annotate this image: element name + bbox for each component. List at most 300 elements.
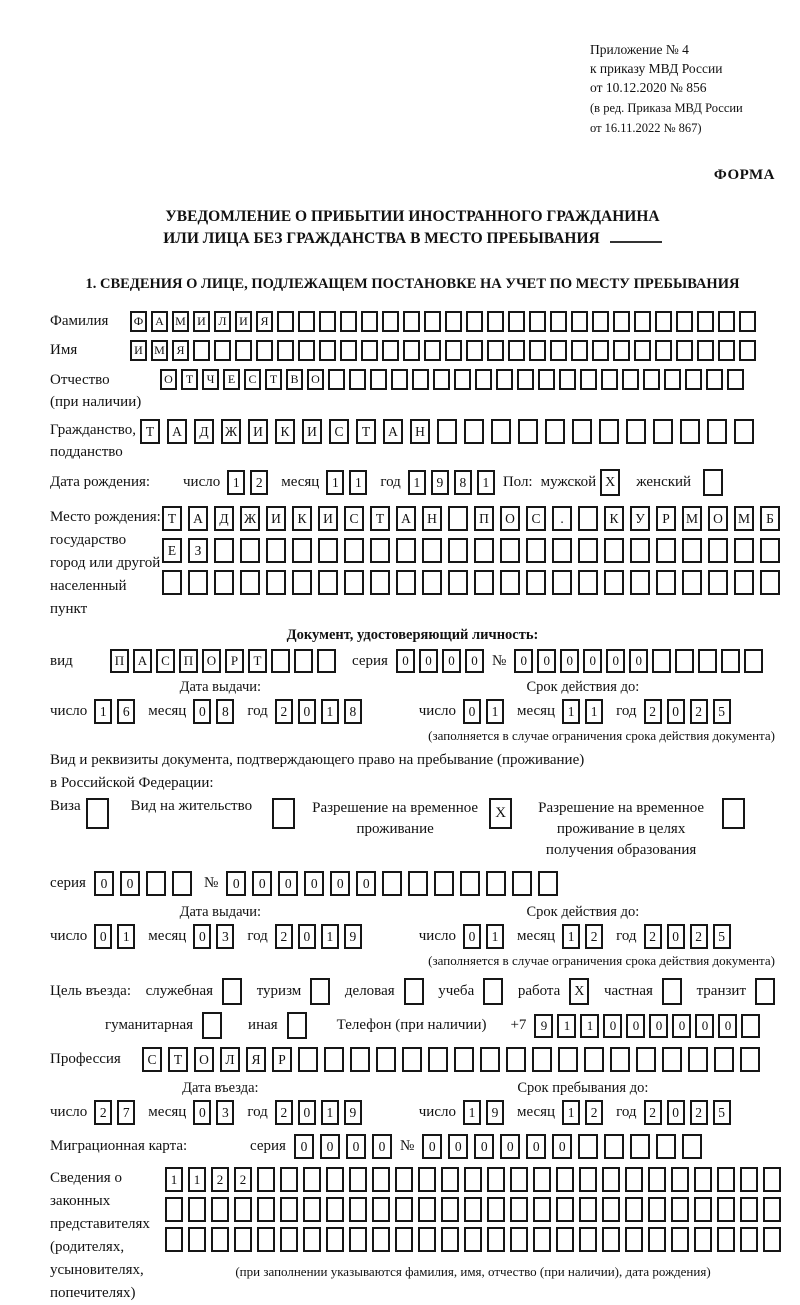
stay-year-box[interactable]: 5 (713, 1100, 731, 1125)
legal-char-box[interactable] (418, 1197, 436, 1222)
patronymic-char-box[interactable] (601, 369, 618, 390)
doc-series-box[interactable]: 0 (396, 649, 415, 673)
birthplace-char-box[interactable] (292, 570, 312, 595)
patronymic-char-box[interactable] (559, 369, 576, 390)
patronymic-char-box[interactable] (664, 369, 681, 390)
birthplace-char-box[interactable]: Т (370, 506, 390, 531)
migration-number-box[interactable] (682, 1134, 702, 1159)
surname-char-box[interactable] (718, 311, 735, 332)
birthplace-char-box[interactable]: У (630, 506, 650, 531)
permit-number-box[interactable] (408, 871, 428, 896)
surname-char-box[interactable] (445, 311, 462, 332)
permit-valid-day-box[interactable]: 0 (463, 924, 481, 949)
birthplace-char-box[interactable] (474, 538, 494, 563)
profession-char-box[interactable] (324, 1047, 344, 1072)
patronymic-char-box[interactable]: Т (265, 369, 282, 390)
legal-char-box[interactable] (188, 1227, 206, 1252)
legal-char-box[interactable] (648, 1167, 666, 1192)
patronymic-char-box[interactable] (685, 369, 702, 390)
legal-char-box[interactable] (395, 1197, 413, 1222)
patronymic-char-box[interactable] (727, 369, 744, 390)
legal-char-box[interactable] (165, 1227, 183, 1252)
legal-char-box[interactable]: 2 (234, 1167, 252, 1192)
birthplace-char-box[interactable] (318, 538, 338, 563)
legal-char-box[interactable] (648, 1227, 666, 1252)
permit-valid-month-box[interactable]: 1 (562, 924, 580, 949)
surname-char-box[interactable] (697, 311, 714, 332)
permit-valid-day-box[interactable]: 1 (486, 924, 504, 949)
birthplace-char-box[interactable]: С (344, 506, 364, 531)
legal-char-box[interactable] (349, 1197, 367, 1222)
birthplace-char-box[interactable] (422, 570, 442, 595)
name-char-box[interactable] (739, 340, 756, 361)
patronymic-char-box[interactable] (622, 369, 639, 390)
birth-year-box[interactable]: 8 (454, 470, 472, 495)
surname-char-box[interactable] (739, 311, 756, 332)
profession-char-box[interactable]: Р (272, 1047, 292, 1072)
citizenship-char-box[interactable]: Т (356, 419, 376, 444)
name-char-box[interactable] (571, 340, 588, 361)
birthplace-char-box[interactable]: Ж (240, 506, 260, 531)
birthplace-char-box[interactable] (578, 570, 598, 595)
birthplace-char-box[interactable] (188, 570, 208, 595)
birthplace-char-box[interactable]: Д (214, 506, 234, 531)
name-char-box[interactable] (214, 340, 231, 361)
citizenship-char-box[interactable] (437, 419, 457, 444)
birthplace-char-box[interactable]: С (526, 506, 546, 531)
citizenship-char-box[interactable] (653, 419, 673, 444)
legal-char-box[interactable] (395, 1227, 413, 1252)
stay-month-box[interactable]: 2 (585, 1100, 603, 1125)
doc-series-box[interactable]: 0 (465, 649, 484, 673)
doc-valid-year-box[interactable]: 2 (644, 699, 662, 724)
visa-checkbox-cell[interactable] (86, 798, 109, 829)
citizenship-char-box[interactable]: А (167, 419, 187, 444)
patronymic-char-box[interactable] (454, 369, 471, 390)
legal-char-box[interactable] (188, 1197, 206, 1222)
legal-char-box[interactable] (280, 1227, 298, 1252)
permit-issue-year-box[interactable]: 9 (344, 924, 362, 949)
legal-char-box[interactable] (487, 1197, 505, 1222)
surname-char-box[interactable]: А (151, 311, 168, 332)
birthplace-char-box[interactable] (396, 538, 416, 563)
name-char-box[interactable]: И (130, 340, 147, 361)
citizenship-char-box[interactable]: Т (140, 419, 160, 444)
patronymic-char-box[interactable] (391, 369, 408, 390)
birthplace-char-box[interactable] (604, 570, 624, 595)
doc-kind-char-box[interactable]: П (110, 649, 129, 673)
patronymic-char-box[interactable]: С (244, 369, 261, 390)
legal-char-box[interactable] (257, 1167, 275, 1192)
legal-char-box[interactable] (625, 1227, 643, 1252)
patronymic-char-box[interactable] (433, 369, 450, 390)
citizenship-char-box[interactable]: С (329, 419, 349, 444)
birthplace-char-box[interactable]: З (188, 538, 208, 563)
legal-char-box[interactable] (510, 1197, 528, 1222)
name-char-box[interactable] (382, 340, 399, 361)
doc-number-box[interactable] (675, 649, 694, 673)
doc-kind-char-box[interactable]: Т (248, 649, 267, 673)
phone-digit-box[interactable]: 0 (718, 1014, 737, 1038)
permit-series-box[interactable]: 0 (94, 871, 114, 896)
birthplace-char-box[interactable] (396, 570, 416, 595)
birthplace-char-box[interactable] (656, 538, 676, 563)
birthplace-char-box[interactable] (526, 538, 546, 563)
legal-char-box[interactable] (303, 1197, 321, 1222)
purpose-other-cell[interactable] (287, 1012, 307, 1039)
patronymic-char-box[interactable] (580, 369, 597, 390)
citizenship-char-box[interactable]: Д (194, 419, 214, 444)
permit-number-box[interactable] (460, 871, 480, 896)
birthplace-char-box[interactable]: Е (162, 538, 182, 563)
birthplace-char-box[interactable]: О (708, 506, 728, 531)
legal-char-box[interactable] (648, 1197, 666, 1222)
birthplace-char-box[interactable]: О (500, 506, 520, 531)
profession-char-box[interactable] (740, 1047, 760, 1072)
patronymic-char-box[interactable]: Ч (202, 369, 219, 390)
name-char-box[interactable] (340, 340, 357, 361)
permit-issue-day-box[interactable]: 0 (94, 924, 112, 949)
legal-char-box[interactable] (533, 1167, 551, 1192)
legal-char-box[interactable] (303, 1167, 321, 1192)
legal-char-box[interactable] (280, 1197, 298, 1222)
surname-char-box[interactable] (487, 311, 504, 332)
permit-valid-year-box[interactable]: 2 (644, 924, 662, 949)
birthplace-char-box[interactable] (734, 538, 754, 563)
birthplace-char-box[interactable] (630, 538, 650, 563)
legal-char-box[interactable] (671, 1167, 689, 1192)
legal-char-box[interactable] (533, 1197, 551, 1222)
migration-series-box[interactable]: 0 (346, 1134, 366, 1159)
citizenship-char-box[interactable]: И (302, 419, 322, 444)
surname-char-box[interactable] (571, 311, 588, 332)
legal-char-box[interactable] (372, 1167, 390, 1192)
purpose-transit-cell[interactable] (755, 978, 775, 1005)
legal-char-box[interactable] (556, 1167, 574, 1192)
legal-char-box[interactable] (579, 1197, 597, 1222)
legal-char-box[interactable] (326, 1167, 344, 1192)
name-char-box[interactable] (634, 340, 651, 361)
permit-valid-month-box[interactable]: 2 (585, 924, 603, 949)
permit-number-box[interactable]: 0 (226, 871, 246, 896)
birthplace-char-box[interactable] (448, 506, 468, 531)
stay-month-box[interactable]: 1 (562, 1100, 580, 1125)
profession-char-box[interactable] (376, 1047, 396, 1072)
birthplace-char-box[interactable] (734, 570, 754, 595)
profession-char-box[interactable] (454, 1047, 474, 1072)
citizenship-char-box[interactable] (464, 419, 484, 444)
legal-char-box[interactable] (533, 1227, 551, 1252)
patronymic-char-box[interactable] (496, 369, 513, 390)
doc-number-box[interactable]: 0 (537, 649, 556, 673)
permit-valid-year-box[interactable]: 0 (667, 924, 685, 949)
doc-number-box[interactable] (698, 649, 717, 673)
legal-char-box[interactable] (418, 1227, 436, 1252)
permit-number-box[interactable]: 0 (356, 871, 376, 896)
surname-char-box[interactable] (319, 311, 336, 332)
birthplace-char-box[interactable] (214, 538, 234, 563)
legal-char-box[interactable] (694, 1227, 712, 1252)
surname-char-box[interactable] (634, 311, 651, 332)
migration-number-box[interactable]: 0 (422, 1134, 442, 1159)
surname-char-box[interactable] (361, 311, 378, 332)
purpose-official-cell[interactable] (222, 978, 242, 1005)
female-checkbox[interactable] (703, 469, 723, 496)
phone-digit-box[interactable]: 0 (626, 1014, 645, 1038)
legal-char-box[interactable] (372, 1197, 390, 1222)
birthplace-char-box[interactable]: Н (422, 506, 442, 531)
profession-char-box[interactable] (402, 1047, 422, 1072)
doc-issue-year-box[interactable]: 8 (344, 699, 362, 724)
surname-char-box[interactable]: Ф (130, 311, 147, 332)
patronymic-char-box[interactable] (643, 369, 660, 390)
name-char-box[interactable] (403, 340, 420, 361)
profession-char-box[interactable] (610, 1047, 630, 1072)
permit-issue-year-box[interactable]: 2 (275, 924, 293, 949)
birthplace-char-box[interactable] (214, 570, 234, 595)
doc-issue-day-box[interactable]: 1 (94, 699, 112, 724)
name-char-box[interactable] (424, 340, 441, 361)
name-char-box[interactable] (529, 340, 546, 361)
legal-char-box[interactable] (602, 1227, 620, 1252)
doc-issue-year-box[interactable]: 1 (321, 699, 339, 724)
citizenship-char-box[interactable] (518, 419, 538, 444)
legal-char-box[interactable] (280, 1167, 298, 1192)
legal-char-box[interactable] (234, 1227, 252, 1252)
surname-char-box[interactable] (298, 311, 315, 332)
legal-char-box[interactable] (303, 1227, 321, 1252)
purpose-study-cell[interactable] (483, 978, 503, 1005)
birthplace-char-box[interactable] (526, 570, 546, 595)
profession-char-box[interactable] (662, 1047, 682, 1072)
legal-char-box[interactable] (349, 1227, 367, 1252)
birthplace-char-box[interactable]: Б (760, 506, 780, 531)
permit-valid-year-box[interactable]: 5 (713, 924, 731, 949)
name-char-box[interactable]: Я (172, 340, 189, 361)
temp-residence-edu-checkbox-cell[interactable] (722, 798, 745, 829)
surname-char-box[interactable]: М (172, 311, 189, 332)
profession-char-box[interactable] (688, 1047, 708, 1072)
name-char-box[interactable] (655, 340, 672, 361)
permit-issue-month-box[interactable]: 3 (216, 924, 234, 949)
legal-char-box[interactable] (510, 1167, 528, 1192)
legal-char-box[interactable] (395, 1167, 413, 1192)
surname-char-box[interactable] (382, 311, 399, 332)
legal-char-box[interactable] (694, 1167, 712, 1192)
legal-char-box[interactable] (464, 1227, 482, 1252)
doc-number-box[interactable]: 0 (560, 649, 579, 673)
birthplace-char-box[interactable] (708, 570, 728, 595)
name-char-box[interactable] (613, 340, 630, 361)
surname-char-box[interactable]: И (235, 311, 252, 332)
legal-char-box[interactable] (349, 1167, 367, 1192)
birth-month-box[interactable]: 1 (326, 470, 344, 495)
birthplace-char-box[interactable]: И (318, 506, 338, 531)
birthplace-char-box[interactable] (578, 538, 598, 563)
birthplace-char-box[interactable]: М (682, 506, 702, 531)
legal-char-box[interactable] (579, 1227, 597, 1252)
permit-series-box[interactable] (146, 871, 166, 896)
doc-valid-day-box[interactable]: 1 (486, 699, 504, 724)
patronymic-char-box[interactable]: О (307, 369, 324, 390)
birthplace-char-box[interactable] (578, 506, 598, 531)
birthplace-char-box[interactable]: А (188, 506, 208, 531)
birthplace-char-box[interactable] (630, 570, 650, 595)
legal-char-box[interactable] (487, 1227, 505, 1252)
permit-number-box[interactable]: 0 (304, 871, 324, 896)
citizenship-char-box[interactable]: Н (410, 419, 430, 444)
name-char-box[interactable] (466, 340, 483, 361)
birthplace-char-box[interactable] (448, 570, 468, 595)
profession-char-box[interactable]: Я (246, 1047, 266, 1072)
purpose-tourism-cell[interactable] (310, 978, 330, 1005)
birthplace-char-box[interactable] (370, 538, 390, 563)
birthplace-char-box[interactable] (240, 570, 260, 595)
patronymic-char-box[interactable] (706, 369, 723, 390)
birthplace-char-box[interactable]: И (266, 506, 286, 531)
birthplace-char-box[interactable]: К (292, 506, 312, 531)
patronymic-char-box[interactable] (538, 369, 555, 390)
birth-year-box[interactable]: 9 (431, 470, 449, 495)
birthplace-char-box[interactable] (266, 570, 286, 595)
surname-char-box[interactable] (424, 311, 441, 332)
entry-year-box[interactable]: 9 (344, 1100, 362, 1125)
migration-number-box[interactable] (578, 1134, 598, 1159)
birthplace-char-box[interactable]: М (734, 506, 754, 531)
legal-char-box[interactable] (211, 1227, 229, 1252)
profession-char-box[interactable] (584, 1047, 604, 1072)
doc-issue-day-box[interactable]: 6 (117, 699, 135, 724)
legal-char-box[interactable] (464, 1197, 482, 1222)
migration-number-box[interactable] (630, 1134, 650, 1159)
profession-char-box[interactable]: Л (220, 1047, 240, 1072)
migration-number-box[interactable] (656, 1134, 676, 1159)
male-checkbox[interactable]: X (600, 469, 620, 496)
doc-kind-char-box[interactable]: П (179, 649, 198, 673)
profession-char-box[interactable] (532, 1047, 552, 1072)
profession-char-box[interactable] (714, 1047, 734, 1072)
profession-char-box[interactable] (428, 1047, 448, 1072)
birthplace-char-box[interactable] (422, 538, 442, 563)
legal-char-box[interactable] (740, 1227, 758, 1252)
legal-char-box[interactable]: 2 (211, 1167, 229, 1192)
migration-number-box[interactable]: 0 (526, 1134, 546, 1159)
surname-char-box[interactable] (277, 311, 294, 332)
birth-day-box[interactable]: 1 (227, 470, 245, 495)
surname-char-box[interactable] (613, 311, 630, 332)
permit-number-box[interactable]: 0 (278, 871, 298, 896)
purpose-private-cell[interactable] (662, 978, 682, 1005)
birthplace-char-box[interactable] (760, 538, 780, 563)
birth-day-box[interactable]: 2 (250, 470, 268, 495)
birthplace-char-box[interactable] (370, 570, 390, 595)
entry-month-box[interactable]: 0 (193, 1100, 211, 1125)
surname-char-box[interactable] (592, 311, 609, 332)
name-char-box[interactable] (319, 340, 336, 361)
name-char-box[interactable] (697, 340, 714, 361)
legal-char-box[interactable] (257, 1197, 275, 1222)
patronymic-char-box[interactable]: Т (181, 369, 198, 390)
doc-valid-month-box[interactable]: 1 (562, 699, 580, 724)
permit-series-box[interactable]: 0 (120, 871, 140, 896)
permit-valid-year-box[interactable]: 2 (690, 924, 708, 949)
birthplace-char-box[interactable] (240, 538, 260, 563)
phone-digit-box[interactable]: 0 (672, 1014, 691, 1038)
legal-char-box[interactable] (441, 1197, 459, 1222)
birthplace-char-box[interactable] (266, 538, 286, 563)
permit-number-box[interactable] (538, 871, 558, 896)
citizenship-char-box[interactable] (707, 419, 727, 444)
citizenship-char-box[interactable] (491, 419, 511, 444)
citizenship-char-box[interactable] (680, 419, 700, 444)
stay-year-box[interactable]: 2 (690, 1100, 708, 1125)
surname-char-box[interactable] (655, 311, 672, 332)
residence-checkbox-cell[interactable] (272, 798, 295, 829)
birthplace-char-box[interactable] (708, 538, 728, 563)
legal-char-box[interactable] (579, 1167, 597, 1192)
migration-number-box[interactable]: 0 (448, 1134, 468, 1159)
doc-kind-char-box[interactable]: С (156, 649, 175, 673)
birth-month-box[interactable]: 1 (349, 470, 367, 495)
legal-char-box[interactable]: 1 (165, 1167, 183, 1192)
birthplace-char-box[interactable] (474, 570, 494, 595)
legal-char-box[interactable] (763, 1167, 781, 1192)
citizenship-char-box[interactable] (599, 419, 619, 444)
legal-char-box[interactable]: 1 (188, 1167, 206, 1192)
doc-issue-year-box[interactable]: 0 (298, 699, 316, 724)
name-char-box[interactable] (193, 340, 210, 361)
patronymic-char-box[interactable] (349, 369, 366, 390)
profession-char-box[interactable] (350, 1047, 370, 1072)
doc-issue-month-box[interactable]: 0 (193, 699, 211, 724)
surname-char-box[interactable] (550, 311, 567, 332)
name-char-box[interactable] (277, 340, 294, 361)
birthplace-char-box[interactable] (344, 570, 364, 595)
birthplace-char-box[interactable] (552, 570, 572, 595)
migration-series-box[interactable]: 0 (320, 1134, 340, 1159)
patronymic-char-box[interactable]: Е (223, 369, 240, 390)
permit-issue-day-box[interactable]: 1 (117, 924, 135, 949)
legal-char-box[interactable] (556, 1227, 574, 1252)
migration-number-box[interactable]: 0 (552, 1134, 572, 1159)
name-char-box[interactable] (298, 340, 315, 361)
patronymic-char-box[interactable]: В (286, 369, 303, 390)
legal-char-box[interactable] (717, 1197, 735, 1222)
temp-residence-checkbox-cell[interactable]: X (489, 798, 512, 829)
doc-issue-year-box[interactable]: 2 (275, 699, 293, 724)
surname-char-box[interactable] (403, 311, 420, 332)
doc-kind-char-box[interactable] (317, 649, 336, 673)
purpose-work-cell[interactable]: X (569, 978, 589, 1005)
name-char-box[interactable] (676, 340, 693, 361)
doc-valid-day-box[interactable]: 0 (463, 699, 481, 724)
citizenship-char-box[interactable] (572, 419, 592, 444)
doc-kind-char-box[interactable]: А (133, 649, 152, 673)
surname-char-box[interactable] (466, 311, 483, 332)
birth-year-box[interactable]: 1 (477, 470, 495, 495)
doc-issue-month-box[interactable]: 8 (216, 699, 234, 724)
birthplace-char-box[interactable] (292, 538, 312, 563)
birthplace-char-box[interactable] (500, 570, 520, 595)
patronymic-char-box[interactable] (412, 369, 429, 390)
birthplace-char-box[interactable]: П (474, 506, 494, 531)
legal-char-box[interactable] (717, 1227, 735, 1252)
profession-char-box[interactable] (558, 1047, 578, 1072)
citizenship-char-box[interactable] (626, 419, 646, 444)
legal-char-box[interactable] (464, 1167, 482, 1192)
profession-char-box[interactable]: Т (168, 1047, 188, 1072)
legal-char-box[interactable] (326, 1227, 344, 1252)
